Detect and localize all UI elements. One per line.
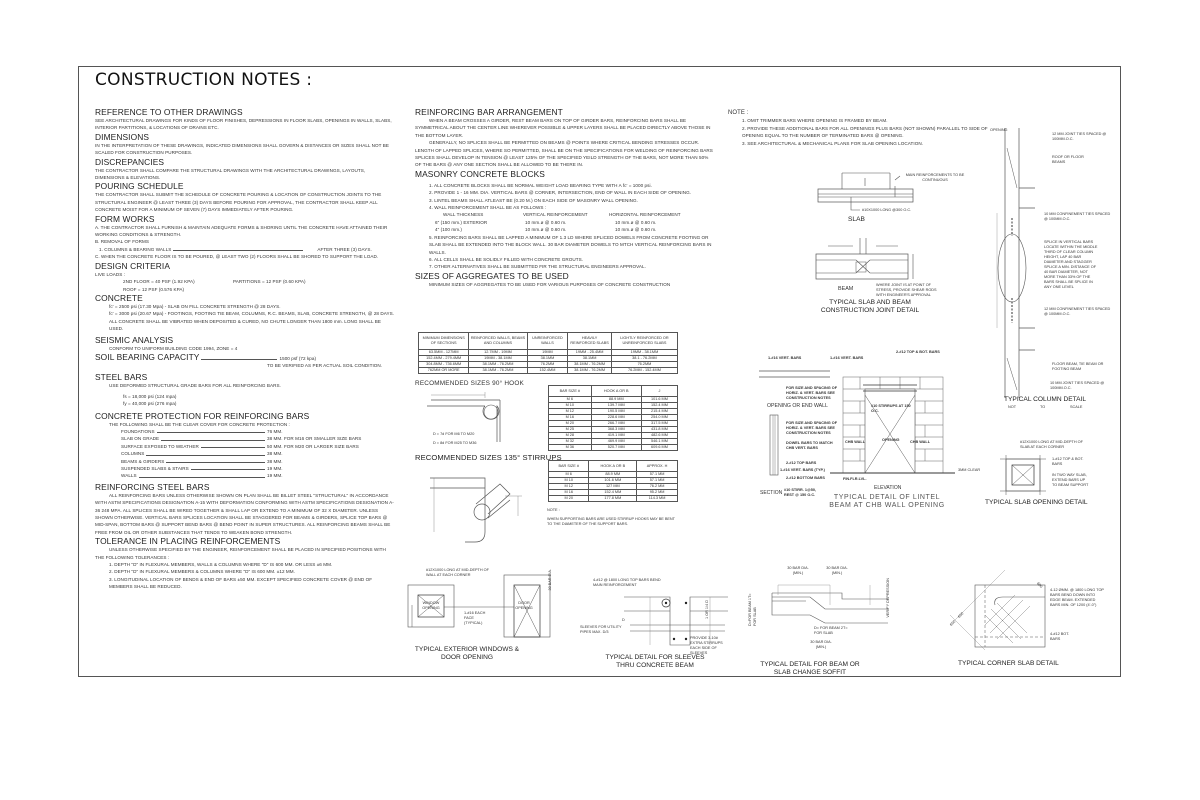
- table-row: 304.8MM - 736.6MM 38.1MM - 76.2MM 76.2MM 38.1MM - 76.2MM 76.2MM: [419, 362, 678, 368]
- heading-concrete: CONCRETE: [95, 292, 143, 303]
- soil-row: SOIL BEARING CAPACITY 1500 psf (72 kpa): [95, 351, 317, 362]
- slab-opening-note1: #12X1000 LONG AT MID-DEPTH OF SLAB AT EACH CORNER: [1020, 440, 1083, 449]
- heading-form-works: FORM WORKS: [95, 213, 155, 224]
- sleeves-d-label: D: [622, 618, 625, 622]
- table-row: M 28 419.1 MM 482.6 MM: [549, 433, 678, 439]
- cover-list: [95, 428, 395, 480]
- text-dimensions: IN THE INTERPRETATION OF THESE DRAWINGS, INDICATED DIMENSIONS SHALL GOVERN & DISTANCES OR SIZES SHALL NOT BE SCALED FOR CONSTRUCTION PURPOSES.: [95, 142, 389, 156]
- note-item: 1. OMIT TRIMMER BARS WHERE OPENING IS FRAMED BY BEAM.: [742, 118, 888, 124]
- cover-row: SLAB ON GRADE 38 MM. FOR M16 OR SMALLER SIZE BARS: [121, 436, 362, 442]
- lintel-bot-bars: 2-#12 BOTTOM BARS: [786, 476, 825, 480]
- aggregates-table: [418, 332, 678, 374]
- heading-arrangement: REINFORCING BAR ARRANGEMENT: [415, 107, 563, 117]
- table-row: M 10 139.7 MM 152.4 MM: [549, 403, 678, 409]
- text-roof-load: ROOF = 12 PSF (0.576 KPA): [123, 286, 185, 292]
- cover-row: COLUMNS 38 MM.: [121, 451, 283, 457]
- right-notes: [728, 110, 1003, 147]
- masonry-item: 4. WALL REINFORCEMENT SHALL BE AS FOLLOWS :: [429, 205, 547, 211]
- slab-opening-note2: 1-#12 TOP & BOT. BARS: [1052, 457, 1084, 466]
- heading-hook90: RECOMMENDED SIZES 90° HOOK: [415, 380, 524, 387]
- lintel-section: SECTION: [760, 490, 783, 496]
- table-row: M 6 88.9 MM 57.1 MM: [549, 472, 678, 478]
- column-ties-top: 12 MM JOINT TIES SPACED @ 100MM.O.C.: [1052, 132, 1107, 141]
- masonry-item: 6. ALL CELLS SHALL BE SOLIDLY FILLED WITH CONCRETE GROUTS.: [429, 256, 584, 262]
- cover-row: FOUNDATIONS 76 MM.: [121, 428, 283, 434]
- lintel-size-note: FOR SIZE AND SPACING OF HORIZ. & VERT. BARS SEE CONSTRUCTION NOTES: [786, 386, 838, 400]
- form-b1-row: 1. COLUMNS & BEARING WALLS AFTER THREE (3) DAYS.: [99, 246, 372, 252]
- lintel-opening: OPENING: [882, 438, 900, 442]
- masonry-item: 2. PROVIDE 1 - 16 MM. DIA. VERTICAL BARS @ CORNER, INTERSECTION, END OF WALL IN EACH SIDE OF OPENING.: [429, 190, 692, 196]
- heading-design: DESIGN CRITERIA: [95, 260, 171, 271]
- door-opening-label: DOOR OPENING: [515, 601, 533, 610]
- text-soil-note: TO BE VERIFIED AS PER ACTUAL SOIL CONDITION.: [267, 362, 383, 368]
- heading-masonry: MASONRY CONCRETE BLOCKS: [415, 168, 545, 179]
- slab-opening-clear: 3MM CLEAR: [958, 468, 981, 472]
- text-concrete-1: fc' = 2500 psi (17.30 Mpa) - SLAB ON FILL CONCRETE STRENGTH @ 28 DAYS.: [109, 303, 281, 309]
- wall-table-row: 6" (150 mm.) EXTERIOR 10 mm.ø @ 0.60 m. 10 mm.ø @ 0.60 m.: [435, 219, 657, 225]
- hook90-table: [548, 385, 678, 451]
- masonry-item: 5. REINFORCING BARS SHALL BE LAPPED A MINIMUM OF 1.3 LD WHERE SPLICED DOWELS FROM CONCRETE FOOTING OR SLAB SHALL BE EXTENDED INTO THE BLOCK WALL. 30 BAR DIAMETER DOWELS TO MTCH VERTICAL REINFORCING BARS IN WALLS.: [429, 234, 712, 255]
- lintel-stirrups: #10 STIRRUPS AT 150 O.C.: [871, 404, 911, 413]
- joint-note: WHERE JOINT IS AT POINT OF STRESS, PROVIDE SHEAR RODS WITH ENGINEER'S APPROVAL: [876, 283, 937, 297]
- corner-note1: 4-12 ØMM. @ 1800 LONG TOP BARS BEND DOWN INTO EDGE BEAM. EXTENDED BARS MIN. OF 1200 (4'-0"): [1050, 588, 1104, 607]
- table-row: M 36 520.7 MM 609.6 MM: [549, 445, 678, 451]
- joint-caption: TYPICAL SLAB AND BEAM CONSTRUCTION JOINT DETAIL: [820, 299, 920, 314]
- heading-tolerance: TOLERANCE IN PLACING REINFORCEMENTS: [95, 536, 281, 547]
- table-row: M 6 88.9 MM 101.6 MM: [549, 397, 678, 403]
- soffit-d-mid: D= FOR BEAM 2T= FOR SLAB: [814, 626, 848, 635]
- scale-to: TO: [1040, 405, 1046, 409]
- heading-seismic: SEISMIC ANALYSIS: [95, 334, 174, 345]
- table-row: 63.5MM - 127MM 12.7MM - 19MM 19MM 19MM - 25.4MM 19MM - 38.1MM: [419, 350, 678, 356]
- stirrup135-table: [548, 460, 678, 502]
- lintel-chb2: CHB WALL: [910, 440, 931, 444]
- sleeves-label: SLEEVES FOR UTILITY PIPES MAX. D/3: [580, 625, 622, 634]
- text-seismic: CONFORM TO UNIFORM BUILDING CODE 1994, ZONE = 4: [109, 345, 238, 351]
- lintel-ffl: FIN.FLR.LVL.: [843, 477, 867, 481]
- text-discrepancies: THE CONTRACTOR SHALL COMPARE THE STRUCTURAL DRAWINGS WITH THE ARCHITECTURAL DRAWINGS, LAYOUTS, DIMENSIONS & ELEVATIONS.: [95, 167, 366, 181]
- scale-scale: SCALE: [1070, 405, 1083, 409]
- table-row: M 20 177.8 MM 114.3 MM: [549, 496, 678, 502]
- window-opening-label: WINDOW OPENING: [422, 601, 440, 610]
- lintel-size-note-2: FOR SIZE AND SPACING OF HORIZ. & VERT. BARS SEE CONSTRUCTION NOTES: [786, 421, 838, 435]
- masonry-item: 3. LINTEL BEAMS SHALL ATLEAST BE (0.20 M.) ON EACH SIDE OF MASONRY WALL OPENING.: [429, 197, 638, 203]
- column-conf2: 12 MM CONFINEMENT TIES SPACED @ 100MM.O.C.: [1044, 307, 1111, 316]
- heading-reinforcing-steel: REINFORCING STEEL BARS: [95, 481, 210, 492]
- soffit-verify: VERIFY DEPRESSION: [886, 578, 890, 618]
- sleeves-dim-label: 1 OR 1/4 D: [705, 600, 709, 619]
- stirrup-note: WHEN SUPPORTING BARS ARE USED STIRRUP HOOKS MAY BE BENT TO THE DIAMETER OF THE SUPPORT BARS.: [547, 517, 675, 526]
- design-row-1: 2ND FLOOR = 40 PSF (1.92 KPA) PARTITIONS = 12 PSF (0.60 KPA): [123, 279, 306, 285]
- column-conf1: 10 MM CONFINEMENT TIES SPACED @ 100MM.O.C.: [1044, 212, 1111, 221]
- lintel-stirr-rest: #10 STIRR. 1@50, REST @ 150 O.C.: [784, 488, 816, 497]
- column-roof-label: ROOF OR FLOOR BEAMS: [1052, 155, 1084, 164]
- text-form-b: B. REMOVAL OF FORMS: [95, 239, 150, 245]
- leader-line: [201, 359, 277, 360]
- windows-note1: #12X1000 LONG AT MID-DEPTH OF WALL AT EACH CORNER: [426, 568, 489, 577]
- windows-caption: TYPICAL EXTERIOR WINDOWS & DOOR OPENING: [414, 646, 520, 661]
- lintel-elevation: ELEVATION: [874, 485, 902, 491]
- column-ties-bot: 10 MM JOINT TIES SPACED @ 100MM.O.C.: [1050, 381, 1105, 390]
- text-fs: fs = 18,000 psi (124 mpa): [123, 393, 177, 399]
- table-row: 152.4MM - 279.4MM 19MM - 38.1MM 38.1MM 38.1MM 38.1 - 76.2MM: [419, 356, 678, 362]
- text-arrangement-1: WHEN A BEAM CROSSES A GIRDER, REST BEAM BARS ON TOP OF GIRDER BARS, REINFORCING BARS SHALL BE SYMMETRICAL ABOUT THE CENTER LINE WHEREVER POSSIBLE & UPPER LAYERS SHALL BE PLACED DIRECTLY ABOVE THOSE IN THE BOTTOM LAYER.: [415, 118, 711, 138]
- corner-dim-c: 600: [949, 619, 957, 627]
- joint-beam-label: BEAM: [838, 286, 854, 292]
- leader-line: [173, 250, 303, 251]
- left-notes-column: [95, 107, 395, 591]
- stirrup135-diagram: [430, 470, 530, 545]
- cover-row: BEAMS & GIRDERS 38 MM.: [121, 458, 283, 464]
- heading-dimensions: DIMENSIONS: [95, 131, 150, 142]
- table-row: M 20 266.7 MM 317.5 MM: [549, 421, 678, 427]
- sleeves-provide-label: PROVIDE 3-10# EXTRA STIRRUPS EACH SIDE OF SLEEVES: [690, 636, 723, 655]
- column-floor-beam: FLOOR BEAM, TIE BEAM OR FOOTING BEAM: [1052, 362, 1104, 371]
- text-cover-intro: THE FOLLOWING SHALL BE THE CLEAR COVER FOR CONCRETE PROTECTION :: [109, 421, 290, 427]
- text-tolerance-intro: UNLESS OTHERWISE SPECIFIED BY THE ENGINEER, REINFORCEMENT SHALL BE PLACED IN SPECIFIED POSITIONS WITH THE FOLLOWING TOLERANCES :: [95, 547, 386, 560]
- heading-aggregates: SIZES OF AGGREGATES TO BE USED: [415, 270, 569, 281]
- column-caption: TYPICAL COLUMN DETAIL: [1004, 396, 1087, 403]
- text-form-c: C. WHEN THE CONCRETE FLOOR IS TO BE POURED, @ LEAST TWO (2) FLOORS SHALL BE SHORED TO SUPPORT THE LOAD.: [95, 254, 379, 260]
- lintel-top-bars: 2-#12 TOP BARS: [786, 461, 817, 465]
- lintel-vert-typ: 1-#16 VERT. BARS (TYP.): [780, 468, 825, 472]
- text-live-loads: LIVE LOADS :: [95, 271, 125, 277]
- tolerance-item: 1. DEPTH "D" IN FLEXURAL MEMBERS, WALLS & COLUMNS WHERE "D" IS 600 MM. OR LESS ±6 MM.: [109, 562, 333, 568]
- heading-soil: SOIL BEARING CAPACITY: [95, 351, 200, 362]
- scale-not: NOT: [1008, 405, 1017, 409]
- slab-main-reinf-label: MAIN REINFORCEMENTS TO BE CONTINUOUS: [905, 173, 965, 182]
- masonry-list: [415, 182, 715, 212]
- cover-row: SUSPENDED SLABS & STAIRS 19 MM.: [121, 466, 283, 471]
- heading-cover: CONCRETE PROTECTION FOR REINFORCING BARS: [95, 410, 310, 421]
- wall-table-header: WALL THICKNESS VERTICAL REINFORCEMENT HORIZONTAL REINFORCEMENT: [443, 212, 681, 218]
- soffit-caption: TYPICAL DETAIL FOR BEAM OR SLAB CHANGE SOFFIT: [760, 661, 860, 676]
- cover-row: WALLS 19 MM.: [121, 473, 283, 479]
- note-item: 2. PROVIDE THESE ADDITIONAL BARS FOR ALL OPENINGS PLUS BARS (NOT SHOWN) PARALLEL TO SIDE OF OPENING EQUAL TO THE NUMBER OF TERMINATED BARS @ OPENING.: [742, 125, 988, 139]
- lintel-topbot: 2-#12 TOP & BOT. BARS: [896, 350, 940, 354]
- page-title: CONSTRUCTION NOTES :: [95, 70, 313, 90]
- note-label: NOTE :: [728, 110, 749, 116]
- text-steel: USE DEFORMED STRUCTURAL GRADE BARS FOR ALL REINFORCING BARS.: [109, 383, 281, 389]
- text-pouring: THE CONTRACTOR SHALL SUBMIT THE SCHEDULE OF CONCRETE POURING & LOCATION OF CONSTRUCTION JOINTS TO THE STRUCTURAL ENGINEER @ LEAST THREE (3) DAYS BEFORE POURING FOR APPROVAL, THE CONTRACTOR SHALL KEEP ALL CONCRETE MOIST FOR A MINIMUM OF SEVEN (7) DAYS IMMEDIATELY AFTER POURING.: [95, 192, 382, 213]
- text-concrete-2: fc' = 3000 psi (20.67 Mpa) - FOOTINGS, FOOTING TIE BEAM, COLUMNS, R.C. BEAMS, SLAB, CONCRETE STRENGTH, @ 28 DAYS. ALL CONCRETE SHALL BE VIBRATED WHEN DEPOSITED & CURED, NO CHUTE LONGER THAN 1800 mm. LONG SHALL BE USED.: [109, 311, 395, 332]
- lintel-caption: TYPICAL DETAIL OF LINTEL BEAM AT CHB WALL OPENING: [829, 494, 945, 509]
- slab-opening-diagram: [1000, 455, 1050, 495]
- hook90-note-1: D = 7d FOR M6 TO M20: [433, 432, 475, 436]
- soffit-bar2: 30 BAR DIA. (MIN.): [826, 566, 848, 575]
- lintel-dowel: DOWEL BARS TO MATCH CHB VERT. BARS: [786, 441, 833, 450]
- corner-caption: TYPICAL CORNER SLAB DETAIL: [958, 660, 1059, 667]
- heading-discrepancies: DISCREPANCIES: [95, 156, 165, 167]
- hook90-note-2: D = 8d FOR M25 TO M36: [433, 441, 477, 445]
- table-row: M 10 101.6 MM 57.1 MM: [549, 478, 678, 484]
- text-form-a: A. THE CONTRACTOR SHALL FURNISH & MAINTAIN ADEQUATE FORMS & SHORING UNTIL THE CONCRETE HAVE ATTAINED THEIR WORKING CONDITIONS & STRENGTH.: [95, 224, 388, 238]
- table-row: M 12 190.5 MM 215.4 MM: [549, 409, 678, 415]
- column-detail-diagram: [995, 128, 1035, 403]
- tolerance-item: 2. DEPTH "D" IN FLEXURAL MEMBERS & COLUMNS WHERE "D" IS 600 MM. ±12 MM.: [109, 569, 295, 575]
- construction-joint-diagram: [808, 238, 928, 283]
- tolerance-item: 3. LONGITUDINAL LOCATION OF BENDS & END OF BARS ±50 MM. EXCEPT SPECIFIED CONCRETE COVER @ END OF MEMBERS SHALL BE REDUCED.: [109, 576, 373, 590]
- soffit-bar1: 30 BAR DIA. (MIN.): [787, 566, 809, 575]
- text-aggregates: MINIMUM SIZES OF AGGREGATES TO BE USED FOR VARIOUS PURPOSES OF CONCRETE CONSTRUCTION: [429, 281, 671, 287]
- lintel-opening-end: OPENING OR END WALL: [767, 403, 828, 409]
- table-header-row: BAR SIZE # HOOK A OR B APPROX. H: [549, 461, 678, 472]
- bar-dia-label: 30 BAR DIA.: [548, 569, 552, 591]
- table-row: M 16 228.6 MM 254.0 MM: [549, 415, 678, 421]
- table-row: 762MM OR MORE 38.1MM - 76.2MM 152.4MM 38.1MM - 76.2MM 76.2MM - 152.4MM: [419, 368, 678, 374]
- corner-note2: 4-#12 BOT. BARS: [1050, 632, 1070, 641]
- heading-reference: REFERENCE TO OTHER DRAWINGS: [95, 107, 243, 117]
- masonry-item: 7. OTHER ALTERNATIVES SHALL BE SUBMITTED FIR THE STRUCTURAL ENGINEERS APPROVAL.: [429, 264, 646, 270]
- lintel-vert1: 1-#16 VERT. BARS: [768, 356, 802, 360]
- stirrup-note-label: NOTE :: [547, 508, 560, 512]
- text-fy: fy = 40,000 psi (276 mpa): [123, 401, 177, 407]
- text-arrangement-2: GENERALLY, NO SPLICES SHALL BE PERMITTED ON BEAMS @ POINTS WHERE CRITICAL BENDING STRESSES OCCUR. LENGTH OF LAPPED SPLICES, WHERE SO PERMITTED, SHALL BE ON THE SPECIFICATIONS FOR WELDING OF REINFORCING BARS SPLICES SHALL DEVELOP IN TENSION @ LEAST 125% OF THE SPECIFIED YEILD STRENGTH OF THE BARS, NOT MORE THAN 50% OF THE BARS @ ANY ONE SECTION SHALL BE ALLOWED TO BE THERE IN.: [415, 140, 713, 168]
- each-face-label: 1-#16 EACH FACE (TYPICAL): [464, 611, 486, 625]
- slab-opening-caption: TYPICAL SLAB OPENING DETAIL: [985, 499, 1088, 506]
- soffit-bar3: 30 BAR DIA. (MIN.): [810, 640, 832, 649]
- slab-caption: SLAB: [848, 216, 865, 223]
- table-row: M 32 469.9 MM 546.1 MM: [549, 439, 678, 445]
- cover-row: SURFACE EXPOSED TO WEATHER 50 MM. FOR M20 OR LARGER SIZE BARS: [121, 443, 359, 449]
- sleeves-note1: 4-#12 @ 1800 LONG TOP BARS BEND MAIN REINFORCEMENT: [593, 578, 661, 587]
- sleeves-caption: TYPICAL DETAIL FOR SLEEVES THRU CONCRETE BEAM: [605, 654, 705, 669]
- text-reference: SEE ARCHITECTURAL DRAWINGS FOR KINDS OF FLOOR FINISHES, DEPRESSIONS IN FLOOR SLABS, OPENINGS IN WALLS, SLABS, INTERIOR PARTITIONS, & LOCATIONS OF DRAINS ETC.: [95, 118, 392, 131]
- wall-table-row: 4" (100 mm.) 10 mm.ø @ 0.60 m. 10 mm.ø @ 0.60 m.: [435, 227, 657, 233]
- heading-steel: STEEL BARS: [95, 372, 148, 383]
- note-item: 3. SEE ARCHITECTURAL & MECHANICAL PLANS FOR SLAB OPENING LOCATION.: [742, 140, 924, 146]
- lintel-chb1: CHB WALL: [845, 440, 866, 444]
- table-row: M 12 127 MM 76.2 MM: [549, 484, 678, 490]
- slab-bar-note: #10X1000 LONG @300 O.C.: [862, 208, 912, 212]
- table-header-row: MINIMUM DIMENSIONS OF SECTIONS REINFORCED WALLS, BEAMS AND COLUMNS UNREINFORCED WALLS HEAVILY REINFORCED SLABS LIGHTLY REINFORCED OR UNREINFORCED SLABS: [419, 333, 678, 350]
- corner-dim-b: 600: [957, 611, 965, 619]
- table-row: M 16 152.4 MM 95.2 MM: [549, 490, 678, 496]
- middle-notes-column: [415, 107, 715, 288]
- lintel-vert2: 1-#16 VERT. BARS: [830, 356, 864, 360]
- corner-dim-a: 600: [1035, 581, 1044, 589]
- slab-opening-note3: IN TWO WAY SLAB, EXTEND BARS UP TO BEAM SUPPORT: [1052, 473, 1089, 487]
- soffit-d-left: D=FOR BEAM 1T= FOR SLAB: [748, 593, 757, 626]
- heading-pouring: POURING SCHEDULE: [95, 181, 184, 192]
- table-header-row: BAR SIZE # HOOK A OR B J: [549, 386, 678, 397]
- masonry-item: 1. ALL CONCRETE BLOCKS SHALL BE NORMAL WEIGHT LOAD BEARING TYPE WITH A fc' = 1000 psi.: [429, 182, 652, 188]
- column-splice-note: SPLICE IN VERTICAL BARS LOCATE WITHIN THE MIDDLE THIRD OF CLEAR COLUMN HEIGHT, LAP 40 BAR DIAMETER AND STAGGER SPLICE A MIN. DISTANCE OF 40 BAR DIAMETER, NOT MORE THAN 33% OF THE BARS SHALL BE SPLICE IN ANY ONE LEVEL: [1044, 240, 1098, 289]
- table-row: M 25 368.3 MM 431.8 MM: [549, 427, 678, 433]
- column-opening-label: OPENING: [990, 128, 1008, 132]
- heading-stirrups135: RECOMMENDED SIZES 135° STIRRUPS: [415, 453, 562, 462]
- text-reinforcing-steel: ALL REINFORCING BARS UNLESS OTHERWISE SHOWN ON PLAN SHALL BE BILLET STEEL "STRUCTURAL" IN ACCORDANCE WITH ASTM SPECIFICATIONS DESIGNATION A-15 WITH DEFORMATION CONFORMING WITH ASTM SPECIFICATIONS DESIGNATION A-36 248 MPA. ALL SPLICES SHALL BE WIRED TOGETHER & SHALL LAP OR EXTEND TO A MINIMUM OF 32 X DIAMETER. UNLESS SHOWN OTHERWISE. VERTICAL BARS SPLICES LOCATION SHALL BE STAGGERED FOR BEAMS & GIRDERS, SPLICE TOP BARS @ MID-SPAN, BOTTOM BARS @ SUPPORT BEND BARS @ BEND POINT IN SUPER STRUCTURES. ALL REINFORCING BEAMS SHALL BE FREE FROM OIL OR OTHER SUBSTANCES THAT TENDS TO WEAKEN BOND STRENGTH.: [95, 492, 394, 535]
